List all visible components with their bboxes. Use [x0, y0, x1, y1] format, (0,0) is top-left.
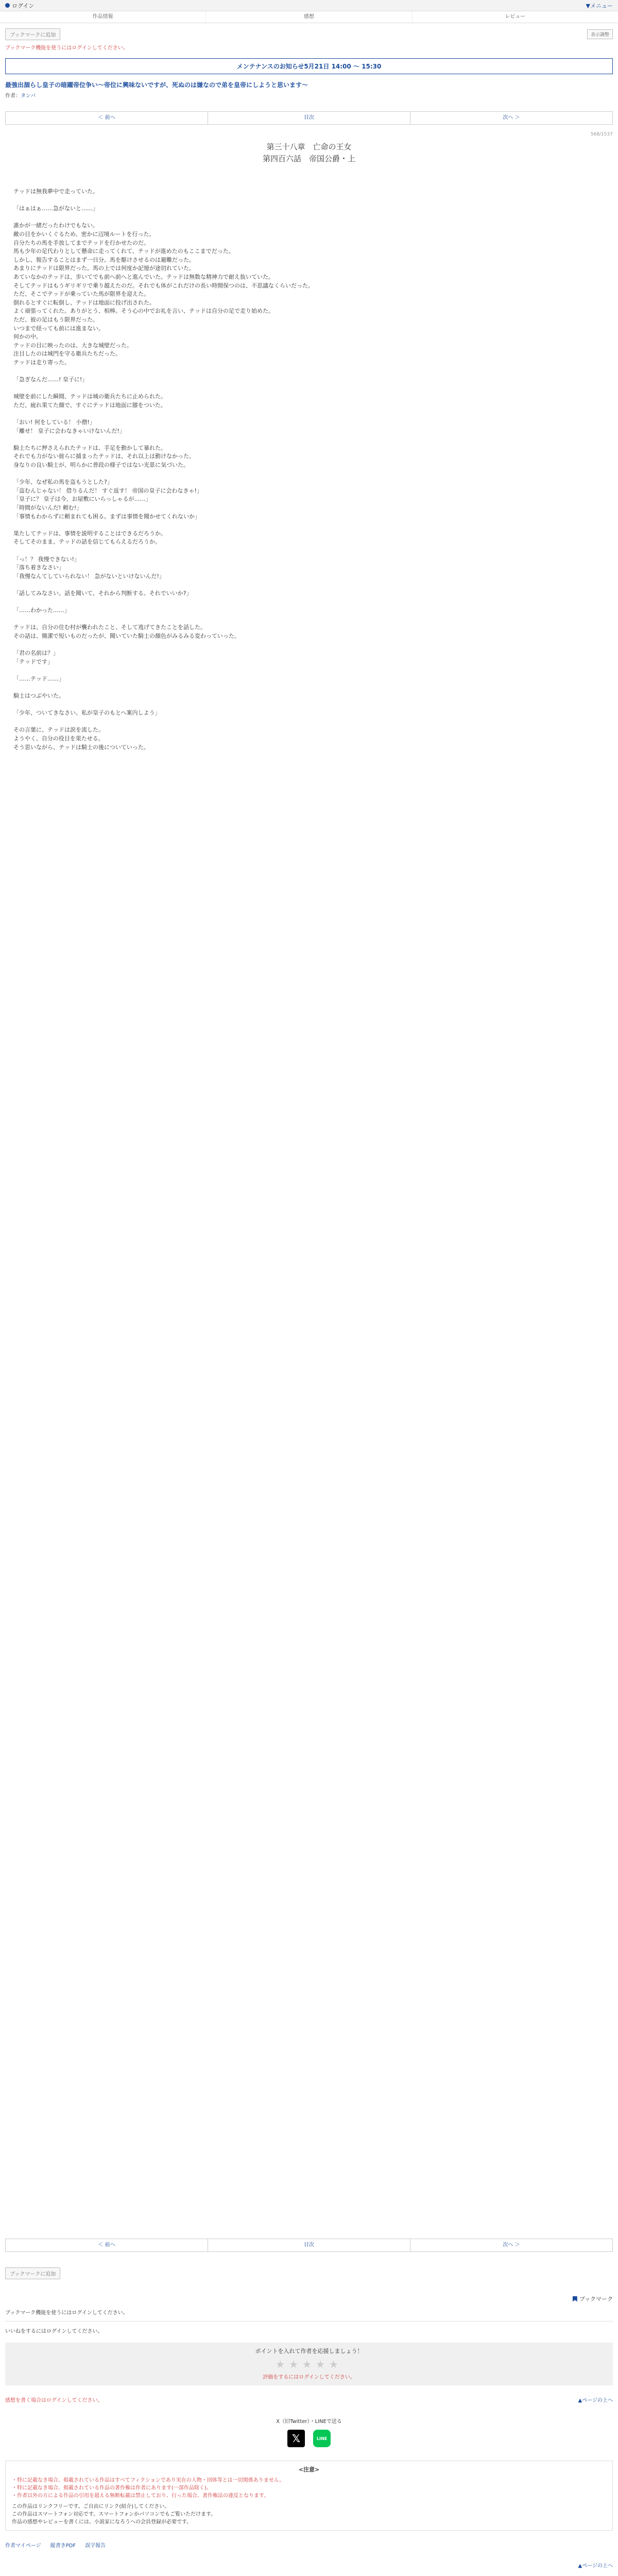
- novel-line: よく頑張ってくれた。ありがとう、相棒。そう心の中でお礼を言い、テッドは自分の足で走り始めた。: [13, 308, 274, 315]
- episode-title: 第四百六話 帝国公爵・上: [262, 154, 355, 163]
- series-title[interactable]: 最強出涸らし皇子の暗躍帝位争い～帝位に興味ないですが、死ぬのは嫌なので弟を皇帝にしようと思います～: [5, 81, 308, 89]
- novel-line: 「時間がないんだ! 頼む!」: [13, 504, 82, 511]
- work-tabs: [0, 11, 618, 23]
- novel-line: あていなかのテッドは、歩いてでも前へ前へと進んでいた。テッドは無数な精神力で耐え抜いていた。: [13, 273, 274, 280]
- rating-title: ポイントを入れて作者を応援しましょう！: [255, 2348, 363, 2354]
- prev-link[interactable]: ＜ 前へ: [6, 112, 208, 124]
- novel-line: その話は、簡潔で短いものだったが、聞いていた騎士の顔色がみるみる変わっていった。: [13, 632, 240, 639]
- star-rating-icon[interactable]: ★★★★★: [276, 2358, 342, 2370]
- novel-line: 「皇子に？ 皇子は今、お屋敷にいらっしゃるが……」: [13, 496, 151, 503]
- bookmark-row-bottom: [0, 2252, 618, 2279]
- novel-line: [13, 196, 605, 205]
- novel-line: 「離せ！ 皇子に会わなきゃいけないんだ!」: [13, 427, 125, 434]
- caution-red-2: ・特に記載なき場合、掲載されている作品の著作権は作者にあります(一部作品除く)。: [12, 2485, 212, 2491]
- prev-link-bottom[interactable]: ＜ 前へ: [6, 2239, 208, 2251]
- novel-line: そう思いながら、テッドは騎士の後についていった。: [13, 743, 149, 751]
- novel-line: 身なりの良い騎士が、明らかに普段の様子ではない光景に気づいた。: [13, 462, 189, 468]
- novel-line: そしてそのまま、テッドの話を信じてもらえるだろうか。: [13, 538, 161, 546]
- novel-line: 「話してみなさい。話を聞いて、それから判断する。それでいいか?」: [13, 589, 192, 597]
- next-link[interactable]: 次へ ＞: [503, 115, 520, 121]
- caution-note-2: この作品はスマートフォン対応です。スマートフォンかパソコンでもご覧いただけます。: [12, 2512, 216, 2517]
- chapter-title: 第三十八章 亡命の王女: [266, 142, 352, 151]
- footer-area: [0, 2239, 618, 2576]
- novel-line: 「少年、ついてきなさい。私が皇子のもとへ案内しよう」: [13, 709, 161, 717]
- novel-line: 「……テッド……」: [13, 675, 64, 682]
- author-mypage-link[interactable]: 作者マイページ: [5, 2543, 41, 2549]
- novel-line: 「はぁはぁ……急がないと……」: [13, 205, 98, 212]
- novel-line: いつまで経っても前には進まない。: [13, 325, 104, 332]
- caution-title: <注意>: [298, 2466, 320, 2473]
- novel-line: [13, 581, 605, 589]
- novel-line: 「っ！？ 我慢できない!」: [13, 555, 80, 563]
- novel-line: そしてテッドはもうギリギリで乗り越えたのだ。それでも体がこれだけの長い時間保つのは、不思議なくらいだった。: [13, 282, 314, 289]
- pager-bottom: [5, 2239, 613, 2252]
- to-top-row-bottom: [5, 2561, 613, 2569]
- novel-line: [13, 213, 605, 222]
- add-bookmark-button-bottom[interactable]: ブックマークに追加: [5, 2267, 60, 2279]
- toc-link[interactable]: 目次: [208, 112, 410, 124]
- next-link-bottom[interactable]: 次へ ＞: [503, 2242, 520, 2248]
- novel-line: 「我慢なんてしていられない！ 急がないといけないんだ!」: [13, 572, 165, 580]
- typo-report-link[interactable]: 誤字報告: [85, 2543, 106, 2549]
- novel-line: 倒れるとすぐに転倒し、テッドは地面に投げ出された。: [13, 299, 155, 306]
- author-line: [5, 91, 613, 99]
- author-link[interactable]: タンバ: [21, 93, 36, 99]
- bookmark-right-row: [5, 2295, 613, 2303]
- novel-line: 「落ち着きなさい」: [13, 564, 64, 571]
- top-bar: [0, 0, 618, 11]
- novel-line: [13, 718, 605, 726]
- login-warning: ブックマーク機能を使うにはログインしてください。: [5, 45, 128, 51]
- login-link[interactable]: [5, 2, 34, 10]
- login-label: ログイン: [12, 2, 35, 9]
- caution-note-3: 作品の感想やレビューを書くには、小説家になろうへの会員登録が必要です。: [12, 2519, 192, 2525]
- novel-body: [13, 188, 605, 752]
- novel-line: [13, 410, 605, 418]
- author-label: 作者：: [5, 93, 21, 99]
- novel-line: その言葉に、テッドは涙を流した。: [13, 726, 104, 734]
- novel-line: 「……わかった……」: [13, 607, 70, 614]
- novel-line: 誰かが一緒だったわけでもない。: [13, 222, 98, 229]
- share-label: X（旧Twitter）・LINEで送る: [276, 2419, 342, 2425]
- novel-line: 注目したのは城門を守る衛兵たちだった。: [13, 350, 121, 358]
- rating-box: [5, 2343, 613, 2385]
- novel-line: 「少年、なぜ私の馬を盗もうとした?」: [13, 479, 113, 486]
- novel-line: 何かの中。: [13, 333, 42, 341]
- user-icon: [5, 3, 10, 8]
- novel-line: 「事情もわからずに頼まれても困る。まずは事情を聞かせてくれないか」: [13, 513, 200, 520]
- novel-line: テッドの目に映ったのは、大きな城壁だった。: [13, 342, 132, 349]
- maintenance-notice[interactable]: メンテナンスのお知らせ5月21日 14:00 ～ 15:30: [5, 58, 613, 74]
- menu-button[interactable]: ▼メニュー: [586, 2, 613, 9]
- novel-line: テッドは無我夢中で走っていた。: [13, 188, 98, 195]
- novel-line: ようやく、自分の役目を果たせる。: [13, 735, 104, 742]
- bookmark-label: ブックマーク: [579, 2296, 613, 2302]
- novel-line: しかし、報告することはまず一日分。馬を駆けさせるのは避難だった。: [13, 256, 195, 263]
- novel-line: ただ、彼の足はもう限界だった。: [13, 316, 98, 323]
- x-icon[interactable]: 𝕏: [287, 2430, 305, 2447]
- impression-login-warning: 感想を書く場合はログインしてください。: [5, 2398, 103, 2403]
- rating-login-warning: 評価をするにはログインしてください。: [263, 2375, 355, 2380]
- novel-line: [13, 640, 605, 649]
- impression-row: [5, 2396, 613, 2403]
- novel-line: あまりにテッドは限界だった。馬の上では何度か記憶が途切れていた。: [13, 265, 195, 272]
- novel-line: ただ、疲れ果てた顔で、すぐにテッドは地面に膝をついた。: [13, 401, 166, 409]
- to-top-link-bottom[interactable]: ▲ページの上へ: [578, 2563, 613, 2569]
- to-top-link[interactable]: ▲ページの上へ: [578, 2398, 613, 2403]
- caution-box: [5, 2461, 613, 2531]
- novel-line: 騎士たちに押さえられたテッドは、手足を動かして暴れた。: [13, 444, 166, 451]
- novel-line: テッドは走り寄った。: [13, 359, 70, 366]
- novel-line: [13, 435, 605, 444]
- novel-line: 「テッドです」: [13, 658, 53, 665]
- novel-line: [13, 683, 605, 692]
- novel-line: 自分たちの馬を手放してまでテッドを行かせたのだ。: [13, 239, 149, 246]
- novel-line: 「盗むんじゃない！ 借りるんだ！ すぐ返す！ 帝国の皇子に会わなきゃ!」: [13, 487, 202, 494]
- add-bookmark-button[interactable]: ブックマークに追加: [5, 28, 60, 40]
- novel-line: 騎士はつぶやいた。: [13, 692, 64, 700]
- bookmark-link[interactable]: [573, 2295, 613, 2303]
- novel-line: 馬も少年の足代わりとして懸命に走ってくれて、テッドが進めたのもここまでだった。: [13, 248, 234, 255]
- page-number: 568/1537: [590, 132, 613, 137]
- novel-line: 「おい! 何をしている！ 小僧!」: [13, 419, 95, 426]
- novel-line: ただ、そこでテッドが乗っていた馬が限界を迎えた。: [13, 291, 149, 298]
- pager-top: [5, 111, 613, 125]
- caution-red-3: ・作者以外の方による作品の引用を超える無断転載は禁止しており、行った場合、著作権法の違反となります。: [12, 2493, 269, 2499]
- bookmark-login-note: ブックマーク機能を使うにはログインしてください。: [5, 2310, 128, 2316]
- novel-line: [13, 384, 605, 393]
- share-icons: [0, 2430, 618, 2447]
- novel-line: 果たしてテッドは、事情を説明することはできるだろうか。: [13, 530, 166, 537]
- line-icon[interactable]: LINE: [313, 2430, 331, 2447]
- footer-links: [5, 2541, 613, 2549]
- tab-reviews[interactable]: レビュー: [505, 14, 526, 20]
- novel-line: 城壁を前にした瞬間、テッドは城の衛兵たちに止められた。: [13, 393, 166, 400]
- novel-line: [13, 666, 605, 675]
- novel-line: [13, 615, 605, 624]
- novel-line: それでも力がない彼らに捕まったテッドは、それ以上は動けなかった。: [13, 453, 195, 460]
- bookmark-icon: [573, 2296, 577, 2302]
- novel-line: テッドは、自分の住む村が襲われたこと、そして逃げてきたことを話した。: [13, 624, 206, 631]
- novel-line: [13, 701, 605, 709]
- novel-line: 「君の名前は？」: [13, 650, 59, 657]
- novel-line: [13, 367, 605, 376]
- caution-red-1: ・特に記載なき場合、掲載されている作品はすべてフィクションであり実在の人物・団体等とは一切関係ありません。: [12, 2478, 285, 2483]
- tab-work-info[interactable]: 作品情報: [0, 11, 206, 23]
- novel-line: [13, 598, 605, 607]
- novel-line: [13, 547, 605, 555]
- tab-impressions[interactable]: 感想: [206, 11, 412, 23]
- novel-line: [13, 470, 605, 479]
- like-login-note: いいねをするにはログインしてください。: [5, 2329, 103, 2334]
- novel-line: 「急ぎなんだ……! 皇子に!」: [13, 376, 88, 383]
- vertical-pdf-link[interactable]: 縦書きPDF: [50, 2543, 76, 2549]
- novel-line: 敵の目をかいくぐるため、密かに辺境ルートを行った。: [13, 230, 155, 238]
- bookmark-row: [0, 23, 618, 40]
- caution-note-1: この作品はリンクフリーです。ご自由にリンク(紹介)してください。: [12, 2504, 170, 2510]
- novel-line: [13, 521, 605, 530]
- display-settings-button[interactable]: 表示調整: [587, 29, 613, 39]
- toc-link-bottom[interactable]: 目次: [208, 2239, 410, 2251]
